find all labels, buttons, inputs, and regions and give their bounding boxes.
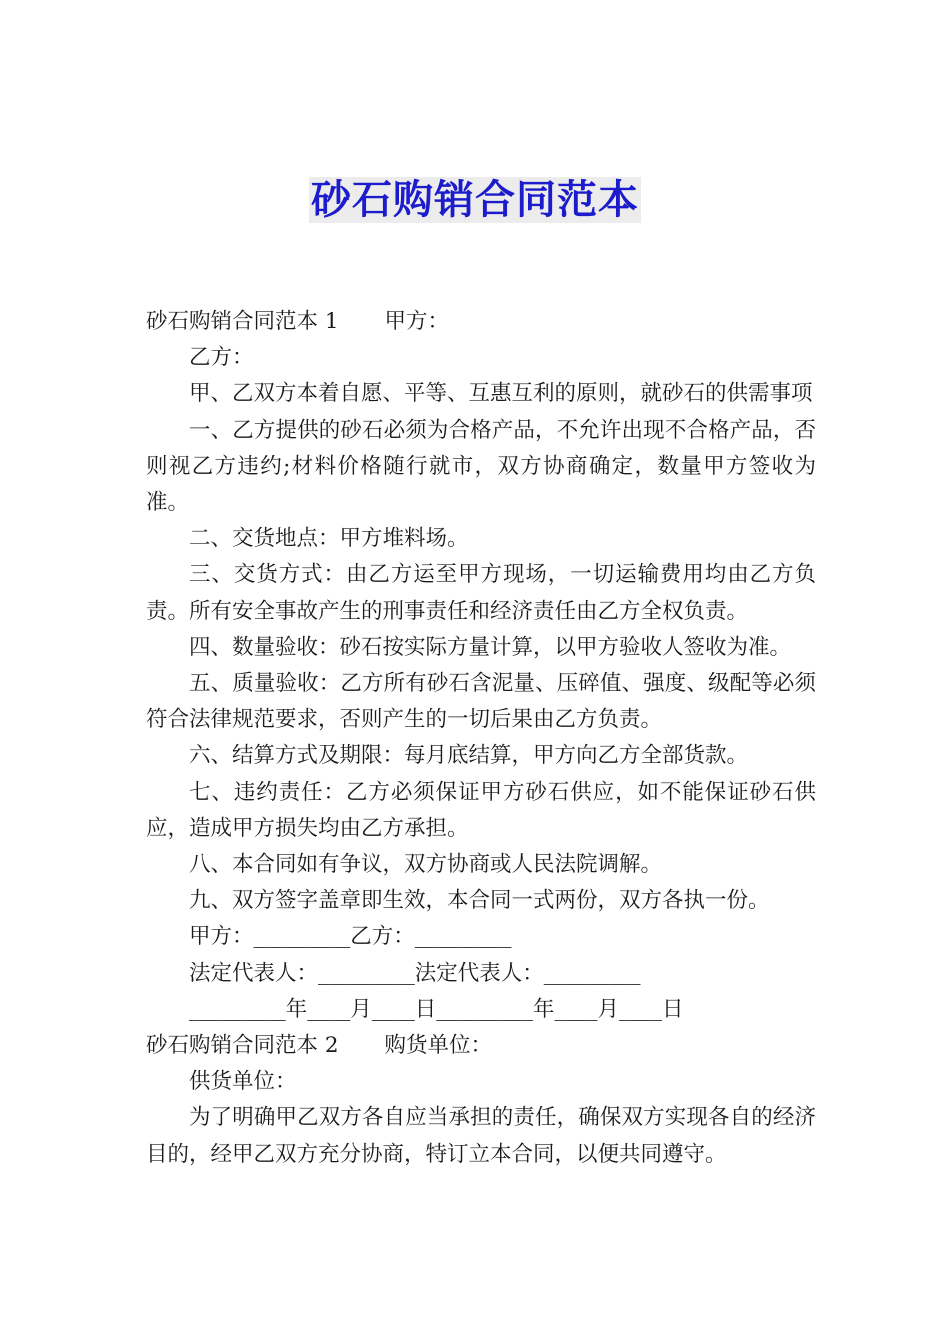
section-2-heading: 砂石购销合同范本 2 [146, 1033, 339, 1059]
buyer-label: 购货单位： [384, 1033, 493, 1059]
title-text: 砂石购销合同范本 [311, 177, 639, 223]
paragraph: 为了明确甲乙双方各自应当承担的责任，确保双方实现各自的经济目的，经甲乙双方充分协商，特订立本合同，以便共同遵守。 [146, 1105, 816, 1167]
paragraph: 二、交货地点：甲方堆料场。 [189, 526, 469, 552]
paragraph: 三、交货方式：由乙方运至甲方现场，一切运输费用均由乙方负责。所有安全事故产生的刑事责任和经济责任由乙方全权负责。 [146, 562, 816, 624]
paragraph: 甲、乙双方本着自愿、平等、互惠互利的原则，就砂石的供需事项 [189, 381, 813, 407]
party-a-label: 甲方： [384, 309, 450, 334]
paragraph: 一、乙方提供的砂石必须为合格产品，不允许出现不合格产品，否则视乙方违约;材料价格随行就市，双方协商确定，数量甲方签收为准。 [146, 417, 816, 516]
signature-line-representatives: 法定代表人：_________法定代表人：_________ [189, 960, 641, 986]
paragraph: 供货单位： [189, 1069, 297, 1095]
paragraph: 乙方： [189, 345, 254, 371]
paragraph-section-1-heading [146, 304, 816, 340]
section-1-heading: 砂石购销合同范本 1 [146, 309, 339, 334]
paragraph: 六、结算方式及期限：每月底结算，甲方向乙方全部货款。 [189, 743, 749, 769]
document-title [0, 176, 950, 224]
paragraph: 七、违约责任：乙方必须保证甲方砂石供应，如不能保证砂石供应，造成甲方损失均由乙方承担。 [146, 779, 816, 841]
signature-line-dates: _________年____月____日_________年____月____日 [189, 996, 684, 1022]
document-body [146, 304, 816, 1173]
paragraph-section-2-heading [146, 1028, 816, 1064]
paragraph: 九、双方签字盖章即生效，本合同一式两份，双方各执一份。 [189, 888, 770, 914]
paragraph: 五、质量验收：乙方所有砂石含泥量、压碎值、强度、级配等必须符合法律规范要求，否则产生的一切后果由乙方负责。 [146, 671, 816, 733]
paragraph: 八、本合同如有争议，双方协商或人民法院调解。 [189, 852, 663, 878]
paragraph: 四、数量验收：砂石按实际方量计算，以甲方验收人签收为准。 [189, 634, 792, 660]
signature-line-parties: 甲方：_________乙方：_________ [189, 924, 512, 950]
